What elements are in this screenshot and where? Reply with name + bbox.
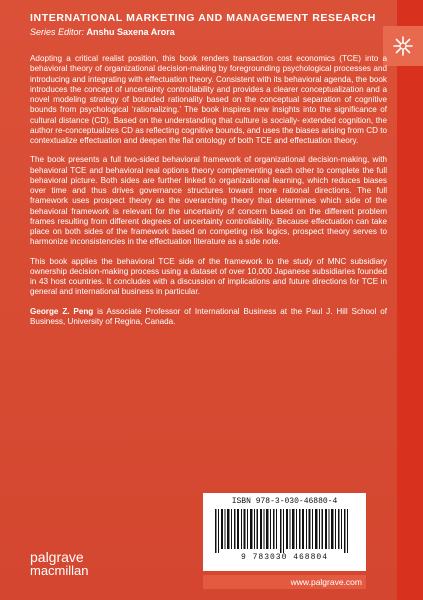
- barcode-digits: 9 783030 468804: [240, 553, 328, 562]
- series-editor-name: Anshu Saxena Arora: [86, 27, 175, 37]
- publisher-website[interactable]: www.palgrave.com: [203, 575, 366, 589]
- publisher-logo: [30, 550, 89, 578]
- spine-strip: [397, 0, 423, 600]
- paragraph: This book applies the behavioral TCE side of the framework to the study of MNC subsidiary ownership decision-making process using a dataset of over 10,000 Japanese subsidiaries founded in 43 host countries. It concludes with a discussion of implications and future directions for TCE in general and international business in particular.: [30, 256, 387, 297]
- series-title: INTERNATIONAL MARKETING AND MANAGEMENT RESEARCH: [30, 12, 376, 24]
- paragraph: Adopting a critical realist position, this book renders transaction cost economics (TCE) into a behavioral theory of organizational decision-making by foregrounding psychological processes and introducing and integrating with effectuation theory. Consistent with its behavioral agenda, the book introduces the concept of uncertainty controllability and provides a clearer conceptualization and a novel modeling strategy of bounded rationality based on the conceptual separation of cognitive bounds from psychological ‘rationalizing.’ The book inspires new insights into the significance of cultural distance (CD). Based on the understanding that culture is socially- extended cognition, the author re-conceptualizes CD as reflecting cognitive bounds, and uses the biases arising from CD to contextualize effectuation and deepen the flat ontology of both TCE and effectuation theory.: [30, 54, 387, 145]
- isbn: ISBN 978-3-030-46880-4: [231, 497, 338, 506]
- author-bio: [30, 307, 387, 328]
- series-editor: [30, 27, 175, 37]
- series-editor-label: Series Editor:: [30, 27, 85, 37]
- author-bio-text: is Associate Professor of International Business at the Paul J. Hill School of Business, University of Regina, Canada.: [30, 306, 388, 326]
- publisher-name-line2: macmillan: [30, 563, 89, 578]
- paragraph: The book presents a full two-sided behavioral framework of organizational decision-making, with behavioral TCE and behavioral real options theory complementing each other to complete the full behavioral picture. Both sides are further linked to organizational learning, which reduces biases over time and thus drives governance structures toward more rational directions. The full framework uses prospect theory as the overarching theory that determines which side of the behavioral framework is relevant for the uncertainty of concern based on the different problem frames resulting from different degrees of uncertainty controllability. Because effectuation can take place on both sides of the framework based on competing risk logics, prospect theory serves to harmonize inconsistencies in the effectuation literature as a side note.: [30, 155, 387, 247]
- barcode: [203, 493, 366, 571]
- blurb: [30, 54, 387, 336]
- springer-logo-icon: [383, 26, 423, 66]
- author-name: George Z. Peng: [30, 306, 94, 316]
- publisher-name-line1: palgrave: [30, 549, 84, 565]
- barcode-bars: [213, 509, 356, 553]
